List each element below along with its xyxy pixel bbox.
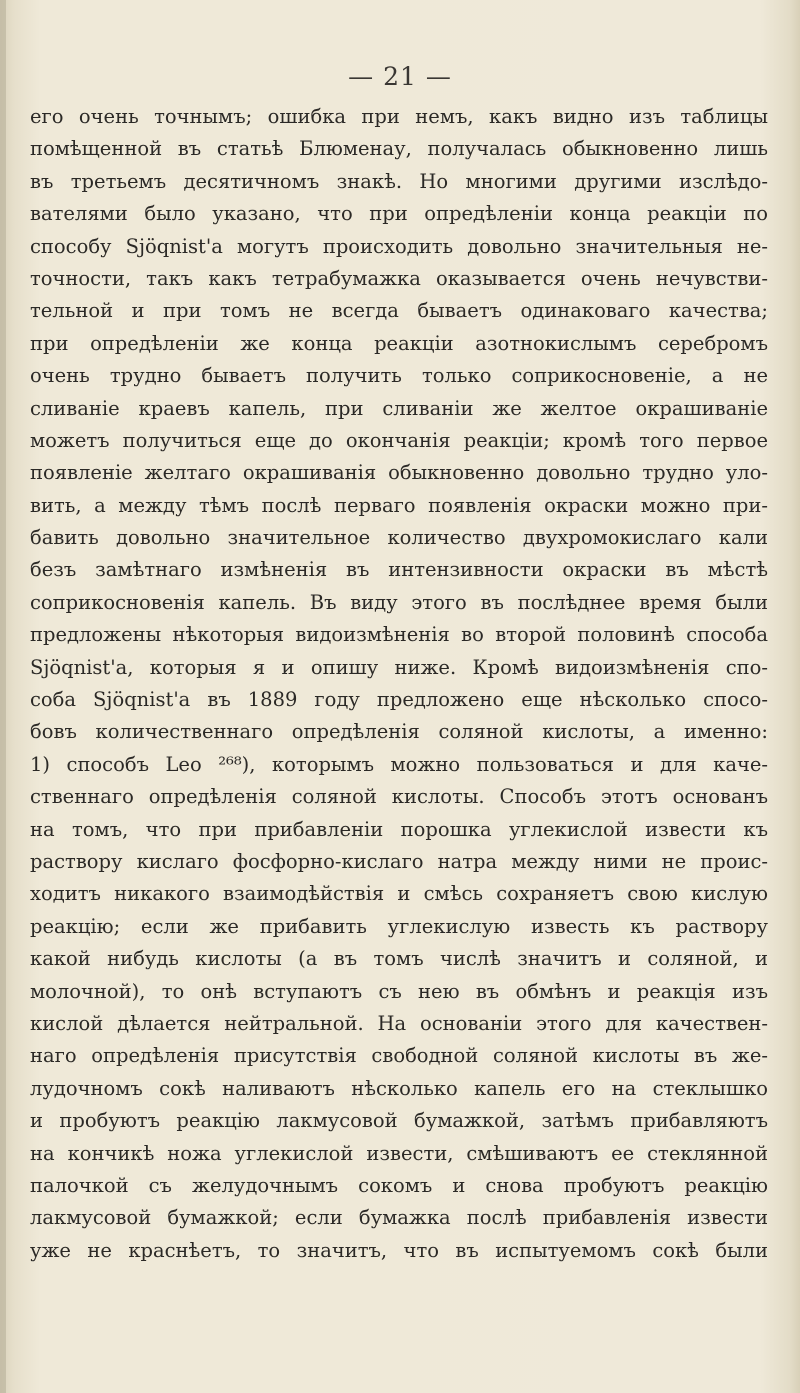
text-line: точности, такъ какъ тетрабумажка оказывается очень нечувстви-: [30, 266, 768, 290]
text-line: ходитъ никакого взаимодѣйствія и смѣсь сохраняетъ свою кислую: [30, 882, 768, 906]
text-line: ственнаго опредѣленія соляной кислоты. Способъ этотъ основанъ: [30, 785, 768, 809]
text-line: на томъ, что при прибавленіи порошка углекислой извести къ: [30, 817, 768, 841]
text-line: уже не краснѣетъ, то значитъ, что въ испытуемомъ сокѣ были: [30, 1238, 768, 1262]
text-line: и пробуютъ реакцію лакмусовой бумажкой, затѣмъ прибавляютъ: [30, 1109, 768, 1133]
text-line: какой нибудь кислоты (а въ томъ числѣ значитъ и соляной, и: [30, 947, 768, 971]
text-line: способу Sjöqnist'a могутъ происходить довольно значительныя не-: [30, 234, 768, 258]
text-line: на кончикѣ ножа углекислой извести, смѣшиваютъ ее стеклянной: [30, 1141, 768, 1165]
text-line: безъ замѣтнаго измѣненія въ интензивности окраски въ мѣстѣ: [30, 558, 768, 582]
text-line: при опредѣленіи же конца реакціи азотнокислымъ серебромъ: [30, 331, 768, 355]
text-line: въ третьемъ десятичномъ знакѣ. Но многими другими изслѣдо-: [30, 169, 768, 193]
text-line: Sjöqnist'a, которыя я и опишу ниже. Кромѣ видоизмѣненія спо-: [30, 655, 768, 679]
text-line: молочной), то онѣ вступаютъ съ нею въ обмѣнъ и реакція изъ: [30, 979, 768, 1003]
text-line: можетъ получиться еще до окончанія реакціи; кромѣ того первое: [30, 428, 768, 452]
text-line: его очень точнымъ; ошибка при немъ, какъ видно изъ таблицы: [30, 105, 768, 128]
text-line: наго опредѣленія присутствія свободной соляной кислоты въ же-: [30, 1044, 768, 1068]
text-line: бавить довольно значительное количество двухромокислаго кали: [30, 526, 768, 550]
text-line: вателями было указано, что при опредѣленіи конца реакціи по: [30, 202, 768, 226]
page-edge-shadow: [0, 0, 6, 1393]
text-line: раствору кислаго фосфорно-кислаго натра между ними не проис-: [30, 849, 768, 873]
text-line: соприкосновенія капель. Въ виду этого въ послѣднее время были: [30, 590, 768, 614]
text-line: 1) способъ Leo ²⁶⁸), которымъ можно пользоваться и для каче-: [30, 752, 768, 776]
page-number: — 21 —: [348, 62, 452, 91]
text-line: очень трудно бываетъ получить только соприкосновеніе, а не: [30, 364, 768, 388]
text-line: появленіе желтаго окрашиванія обыкновенно довольно трудно уло-: [30, 461, 768, 485]
text-line: тельной и при томъ не всегда бываетъ одинаковаго качества;: [30, 299, 768, 323]
text-line: бовъ количественнаго опредѣленія соляной кислоты, а именно:: [30, 720, 768, 744]
text-line: лудочномъ сокѣ наливаютъ нѣсколько капель его на стеклышко: [30, 1076, 768, 1100]
text-line: сливаніе краевъ капель, при сливаніи же желтое окрашиваніе: [30, 396, 768, 420]
text-line: лакмусовой бумажкой; если бумажка послѣ прибавленія извести: [30, 1206, 768, 1230]
text-line: палочкой съ желудочнымъ сокомъ и снова пробуютъ реакцію: [30, 1173, 768, 1197]
body-text: [30, 101, 768, 1267]
text-line: вить, а между тѣмъ послѣ перваго появленія окраски можно при-: [30, 493, 768, 517]
text-line: реакцію; если же прибавить углекислую известь къ раствору: [30, 914, 768, 938]
text-line: предложены нѣкоторыя видоизмѣненія во второй половинѣ способа: [30, 623, 768, 647]
text-line: помѣщенной въ статьѣ Блюменау, получалась обыкновенно лишь: [30, 137, 768, 161]
text-line: соба Sjöqnist'a въ 1889 году предложено еще нѣсколько спосо-: [30, 688, 768, 712]
text-line: кислой дѣлается нейтральной. На основаніи этого для качествен-: [30, 1011, 768, 1035]
